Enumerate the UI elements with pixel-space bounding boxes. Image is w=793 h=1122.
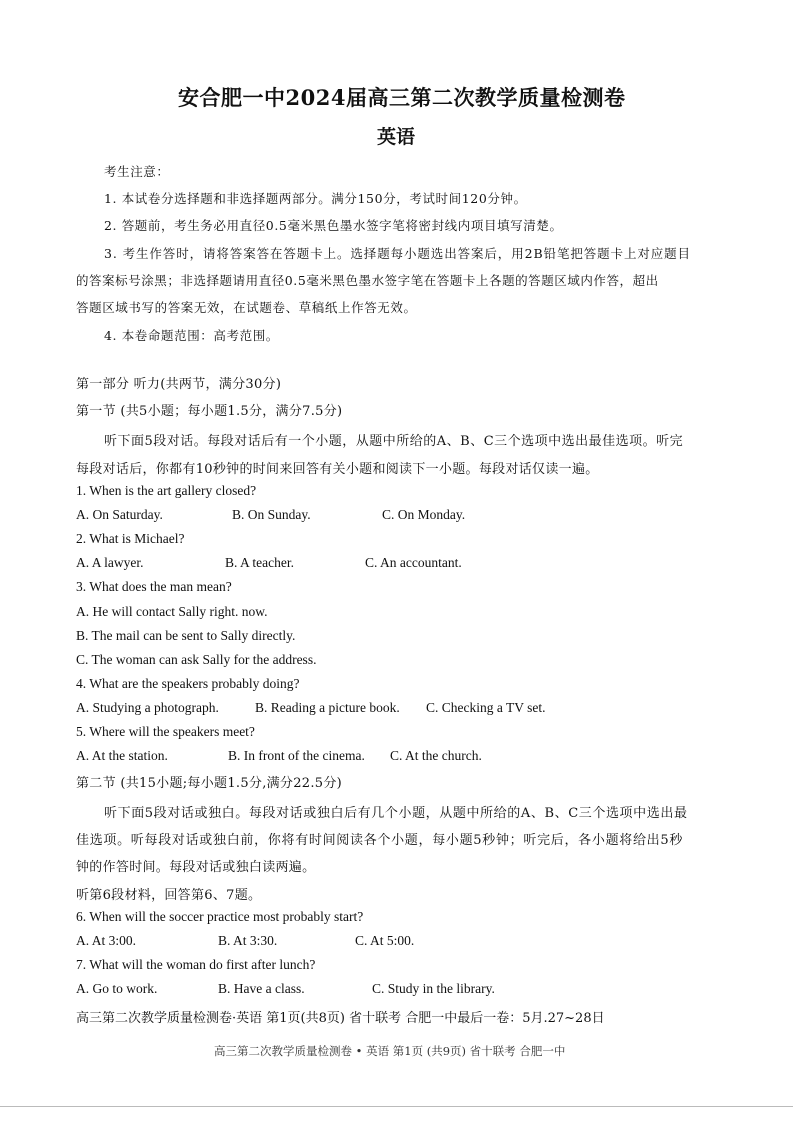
page-footer-primary: 高三第二次教学质量检测卷·英语 第1页(共8页) 省十联考 合肥一中最后一卷：5月.27~28日 — [76, 1011, 605, 1026]
notice-item-2: 2. 答题前，考生务必用直径0.5毫米黑色墨水签字笔将密封线内项目填写清楚。 — [104, 218, 563, 233]
question-2-option-b: B. A teacher. — [225, 555, 294, 570]
notice-item-1: 1. 本试卷分选择题和非选择题两部分。满分150分，考试时间120分钟。 — [104, 191, 527, 206]
question-4-option-b: B. Reading a picture book. — [255, 700, 400, 715]
question-3-option-c: C. The woman can ask Sally for the address. — [76, 652, 317, 667]
section1-instructions-line1: 听下面5段对话。每段对话后有一个小题，从题中所给的A、B、C三个选项中选出最佳选项。听完 — [104, 434, 684, 449]
section2-heading: 第二节 (共15小题;每小题1.5分,满分22.5分) — [76, 776, 343, 791]
notice-item-3-line3: 答题区域书写的答案无效，在试题卷、草稿纸上作答无效。 — [76, 300, 417, 315]
question-6-stem: 6. When will the soccer practice most probably start? — [76, 909, 364, 924]
question-1-option-b: B. On Sunday. — [232, 507, 311, 522]
material-6-heading: 听第6段材料，回答第6、7题。 — [76, 888, 262, 903]
question-7-stem: 7. What will the woman do first after lunch? — [76, 957, 316, 972]
question-7-option-b: B. Have a class. — [218, 981, 305, 996]
question-7-option-a: A. Go to work. — [76, 981, 158, 996]
question-3-stem: 3. What does the man mean? — [76, 579, 232, 594]
question-7-option-c: C. Study in the library. — [372, 981, 495, 996]
question-2-stem: 2. What is Michael? — [76, 531, 185, 546]
question-1-option-c: C. On Monday. — [382, 507, 466, 522]
question-6-option-c: C. At 5:00. — [355, 933, 415, 948]
notice-item-3-line1: 3. 考生作答时，请将答案答在答题卡上。选择题每小题选出答案后，用2B铅笔把答题卡上对应题目 — [104, 246, 691, 261]
part1-heading: 第一部分 听力(共两节，满分30分) — [76, 377, 282, 392]
exam-title: 安合肥一中2024届高三第二次教学质量检测卷 — [178, 85, 626, 110]
question-5-option-a: A. At the station. — [76, 748, 168, 763]
notice-item-3-line2: 的答案标号涂黑；非选择题请用直径0.5毫米黑色墨水签字笔在答题卡上各题的答题区域内作答，超出 — [76, 273, 659, 288]
section1-heading: 第一节 (共5小题；每小题1.5分，满分7.5分) — [76, 404, 343, 419]
question-5-option-b: B. In front of the cinema. — [228, 748, 365, 763]
question-1-stem: 1. When is the art gallery closed? — [76, 483, 257, 498]
page-bottom-divider — [0, 1106, 793, 1107]
notice-item-4: 4. 本卷命题范围：高考范围。 — [104, 328, 279, 343]
question-4-stem: 4. What are the speakers probably doing? — [76, 676, 300, 691]
question-3-option-b: B. The mail can be sent to Sally directly. — [76, 628, 296, 643]
section2-instructions-line3: 钟的作答时间。每段对话或独白读两遍。 — [76, 860, 316, 875]
question-5-stem: 5. Where will the speakers meet? — [76, 724, 255, 739]
section2-instructions-line1: 听下面5段对话或独白。每段对话或独白后有几个小题，从题中所给的A、B、C三个选项中选出最 — [104, 806, 688, 821]
question-5-option-c: C. At the church. — [390, 748, 482, 763]
question-4-option-a: A. Studying a photograph. — [76, 700, 219, 715]
notice-heading: 考生注意： — [104, 164, 170, 179]
subject-title: 英语 — [377, 126, 416, 148]
question-6-option-b: B. At 3:30. — [218, 933, 278, 948]
question-2-option-c: C. An accountant. — [365, 555, 462, 570]
question-3-option-a: A. He will contact Sally right. now. — [76, 604, 268, 619]
question-4-option-c: C. Checking a TV set. — [426, 700, 546, 715]
question-1-option-a: A. On Saturday. — [76, 507, 163, 522]
question-2-option-a: A. A lawyer. — [76, 555, 144, 570]
page-footer-secondary: 高三第二次教学质量检测卷 • 英语 第1页 (共9页) 省十联考 合肥一中 — [214, 1044, 566, 1058]
section1-instructions-line2: 每段对话后，你都有10秒钟的时间来回答有关小题和阅读下一小题。每段对话仅读一遍。 — [76, 462, 599, 477]
section2-instructions-line2: 佳选项。听每段对话或独白前，你将有时间阅读各个小题，每小题5秒钟；听完后，各小题将给出5秒 — [76, 833, 684, 848]
question-6-option-a: A. At 3:00. — [76, 933, 137, 948]
